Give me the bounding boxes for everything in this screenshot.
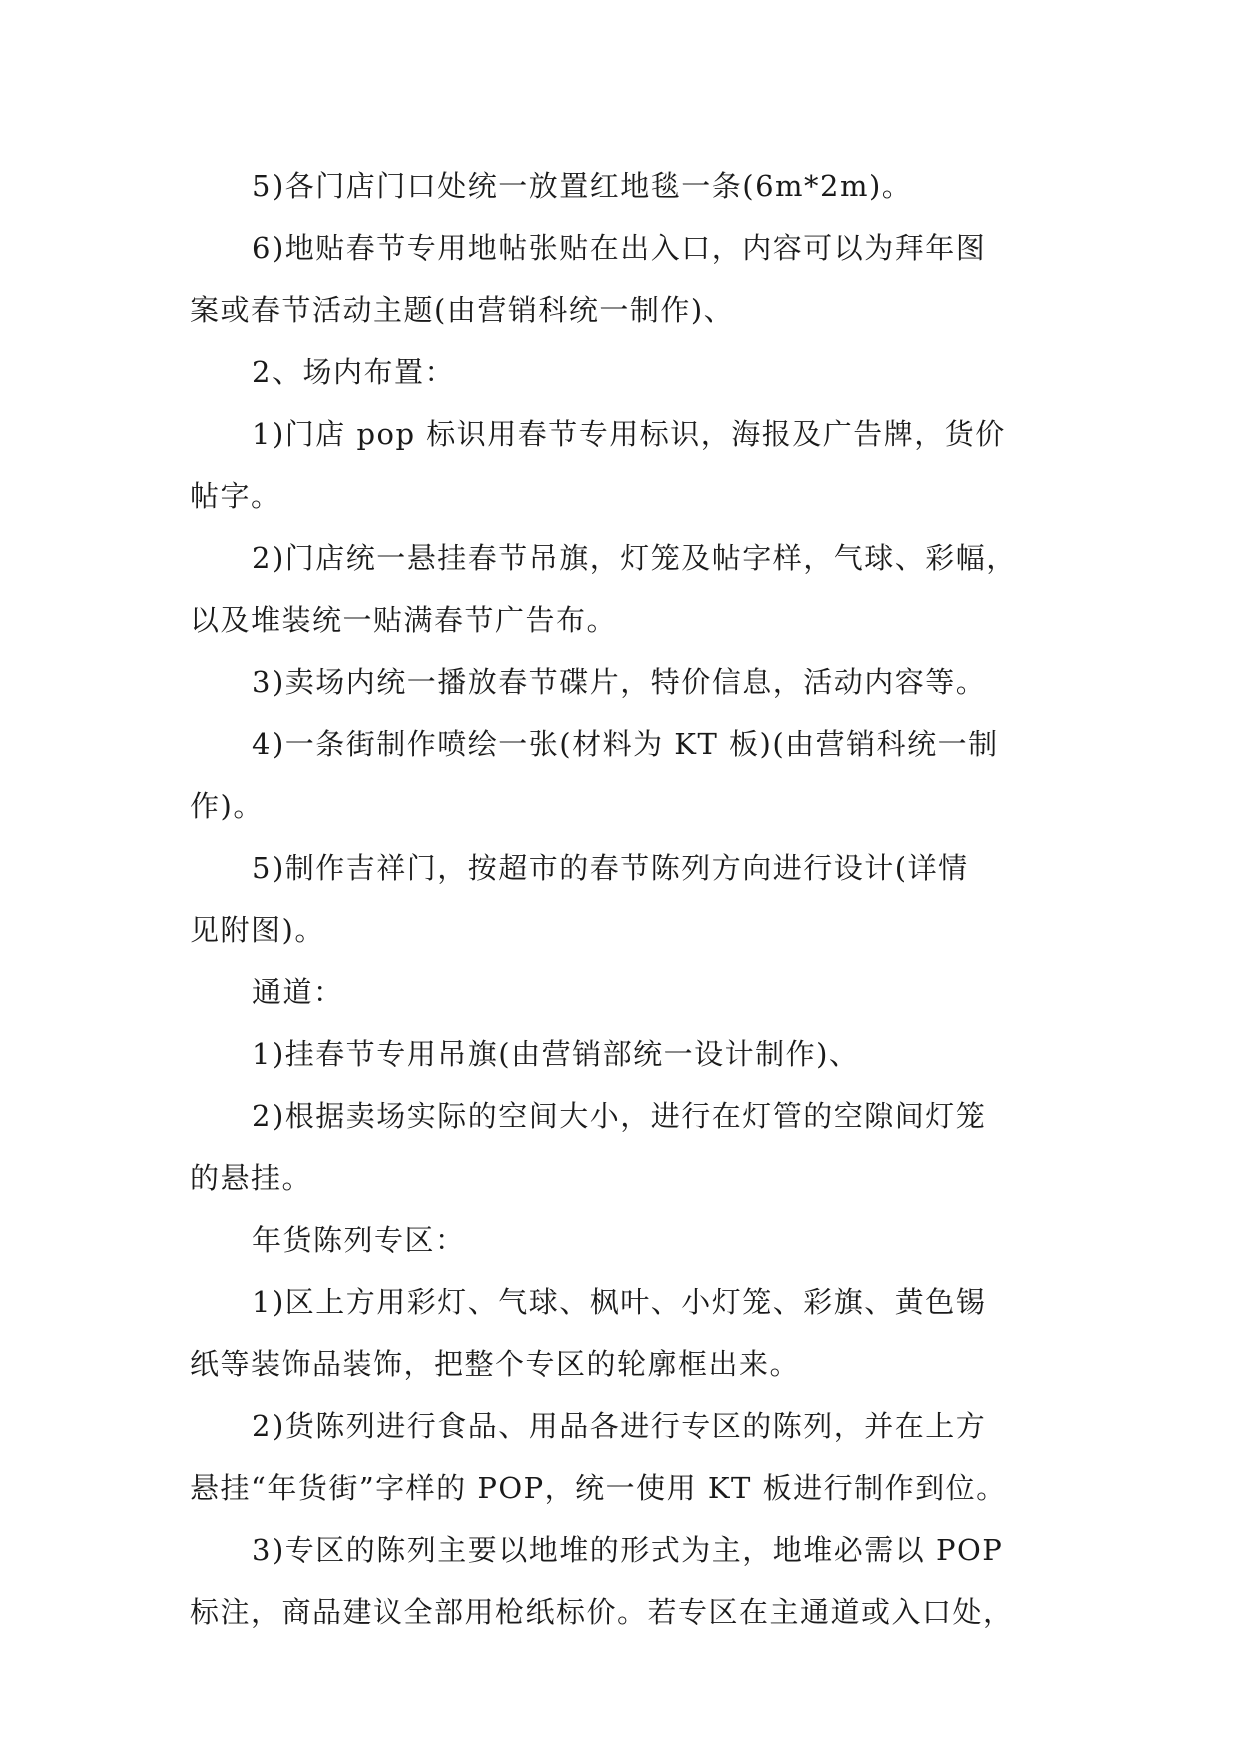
document-body xyxy=(190,155,1070,1643)
text-line: 6)地贴春节专用地帖张贴在出入口，内容可以为拜年图 xyxy=(252,231,987,265)
text-line: 2)门店统一悬挂春节吊旗，灯笼及帖字样，气球、彩幅， xyxy=(252,541,1017,575)
text-line: 2)根据卖场实际的空间大小，进行在灯管的空隙间灯笼 xyxy=(252,1099,987,1133)
text-line: 2)货陈列进行食品、用品各进行专区的陈列，并在上方 xyxy=(252,1409,987,1443)
text-line: 通道： xyxy=(252,975,344,1009)
text-line: 案或春节活动主题(由营销科统一制作)、 xyxy=(190,293,735,327)
text-line: 1)挂春节专用吊旗(由营销部统一设计制作)、 xyxy=(252,1037,860,1071)
text-line: 1)门店 pop 标识用春节专用标识，海报及广告牌，货价 xyxy=(252,417,1006,451)
text-line: 3)专区的陈列主要以地堆的形式为主，地堆必需以 POP xyxy=(252,1533,1004,1567)
text-line: 年货陈列专区： xyxy=(252,1223,466,1257)
text-line: 见附图)。 xyxy=(190,913,325,947)
text-line: 悬挂“年货街”字样的 POP，统一使用 KT 板进行制作到位。 xyxy=(190,1471,1007,1505)
text-line: 5)各门店门口处统一放置红地毯一条(6m*2m)。 xyxy=(252,169,913,203)
text-line: 标注，商品建议全部用枪纸标价。若专区在主通道或入口处， xyxy=(190,1595,1014,1629)
text-line: 1)区上方用彩灯、气球、枫叶、小灯笼、彩旗、黄色锡 xyxy=(252,1285,987,1319)
text-line: 4)一条街制作喷绘一张(材料为 KT 板)(由营销科统一制 xyxy=(252,727,999,761)
text-line: 以及堆装统一贴满春节广告布。 xyxy=(190,603,618,637)
text-line: 纸等装饰品装饰，把整个专区的轮廓框出来。 xyxy=(190,1347,801,1381)
text-line: 2、场内布置： xyxy=(252,355,455,389)
text-line: 5)制作吉祥门，按超市的春节陈列方向进行设计(详情 xyxy=(252,851,969,885)
text-line: 作)。 xyxy=(190,789,264,823)
text-line: 帖字。 xyxy=(190,479,282,513)
text-line: 的悬挂。 xyxy=(190,1161,313,1195)
text-line: 3)卖场内统一播放春节碟片，特价信息，活动内容等。 xyxy=(252,665,987,699)
